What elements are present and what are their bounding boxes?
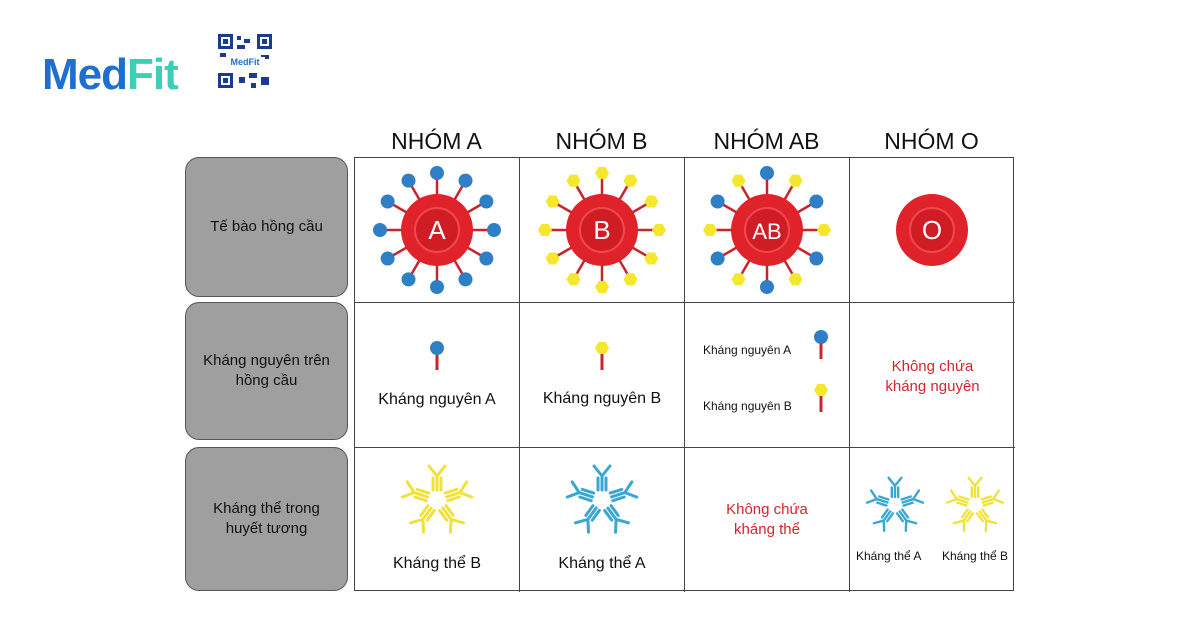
antigen-cell-a <box>355 303 520 448</box>
medfit-logo: MedFit <box>42 50 178 99</box>
antibody-label: Kháng thể A <box>558 555 646 572</box>
antigen-b-icon <box>595 342 609 354</box>
rbc-cell-a-graphic <box>355 158 520 303</box>
rbc-cell-b <box>520 158 685 303</box>
rbc-cell-o-graphic <box>850 158 1015 303</box>
antigen-a-icon <box>809 252 823 266</box>
antigen-b-icon <box>595 167 609 179</box>
antigen-a-icon <box>381 195 395 209</box>
antibody-cell-b <box>520 448 685 592</box>
antigen-cell-a-graphic <box>355 303 520 448</box>
antigen-b-icon <box>595 281 609 293</box>
row-label-red-cell: Tế bào hồng cầu <box>185 157 348 297</box>
antigen-cell-b-graphic <box>520 303 685 448</box>
antigen-label: Kháng nguyên B <box>703 399 792 413</box>
rbc-cell-b-graphic <box>520 158 685 303</box>
header-group-b: NHÓM B <box>555 128 648 154</box>
antigen-b-icon <box>624 273 638 285</box>
antigen-b-icon <box>817 224 831 236</box>
antigen-label: Kháng nguyên A <box>703 343 792 357</box>
no-antigen-text: Không chứa kháng nguyên <box>885 358 980 395</box>
antibody-cell-o <box>850 448 1015 592</box>
antigen-a-icon <box>711 252 725 266</box>
antigen-a-icon <box>402 272 416 286</box>
antibody-cell-o-graphic <box>850 448 1015 592</box>
antigen-a-icon <box>373 223 387 237</box>
blood-type-letter: O <box>921 215 943 245</box>
blood-type-letter: A <box>428 215 446 245</box>
rbc-cell-ab <box>685 158 850 303</box>
antigen-b-icon <box>652 224 666 236</box>
antibody-icon <box>402 466 472 532</box>
antigen-b-icon <box>814 384 828 396</box>
antigen-a-icon <box>814 330 828 344</box>
antigen-a-icon <box>479 195 493 209</box>
antigen-a-icon <box>487 223 501 237</box>
antibody-icon <box>567 466 637 532</box>
blood-type-table <box>354 157 1014 591</box>
antigen-b-icon <box>732 175 746 187</box>
antigen-b-icon <box>567 175 581 187</box>
antigen-a-icon <box>809 195 823 209</box>
rbc-cell-ab-graphic <box>685 158 850 303</box>
header-group-o: NHÓM O <box>884 128 979 154</box>
antigen-label: Kháng nguyên B <box>542 390 662 407</box>
row-label-antibody: Kháng thể trong huyết tương <box>185 447 348 591</box>
antibody-label: Kháng thể A <box>856 549 922 563</box>
antigen-a-icon <box>760 166 774 180</box>
antigen-b-icon <box>789 175 803 187</box>
antibody-icon <box>947 478 1003 531</box>
antigen-a-icon <box>430 166 444 180</box>
antigen-a-icon <box>459 174 473 188</box>
no-antibody-text: Không chứa kháng thể <box>726 501 808 538</box>
antigen-b-icon <box>538 224 552 236</box>
antibody-label: Kháng thể B <box>942 549 1009 563</box>
antigen-a-icon <box>479 252 493 266</box>
antibody-cell-ab <box>685 448 850 592</box>
antigen-b-icon <box>567 273 581 285</box>
antigen-a-icon <box>381 252 395 266</box>
antibody-cell-a <box>355 448 520 592</box>
antigen-a-icon <box>430 280 444 294</box>
antigen-b-icon <box>789 273 803 285</box>
qr-code-icon <box>217 33 273 89</box>
antigen-a-icon <box>430 341 444 355</box>
antibody-icon <box>867 478 923 531</box>
rbc-cell-a <box>355 158 520 303</box>
antigen-a-icon <box>459 272 473 286</box>
antigen-a-icon <box>760 280 774 294</box>
antigen-cell-ab <box>685 303 850 448</box>
antigen-a-icon <box>402 174 416 188</box>
antigen-cell-ab-graphic <box>685 303 850 448</box>
rbc-cell-o <box>850 158 1015 303</box>
blood-type-letter: B <box>593 215 611 245</box>
antigen-b-icon <box>624 175 638 187</box>
antigen-label: Kháng nguyên A <box>378 391 496 408</box>
antigen-b-icon <box>732 273 746 285</box>
header-group-ab: NHÓM AB <box>713 128 820 154</box>
antigen-a-icon <box>711 195 725 209</box>
blood-type-letter: AB <box>752 219 782 244</box>
antibody-label: Kháng thể B <box>392 555 482 572</box>
antigen-cell-o <box>850 303 1015 448</box>
row-label-antigen: Kháng nguyên trên hồng cầu <box>185 302 348 440</box>
antigen-b-icon <box>703 224 717 236</box>
header-group-a: NHÓM A <box>391 128 482 154</box>
antigen-cell-b <box>520 303 685 448</box>
svg-text:MedFit: MedFit <box>230 57 260 67</box>
